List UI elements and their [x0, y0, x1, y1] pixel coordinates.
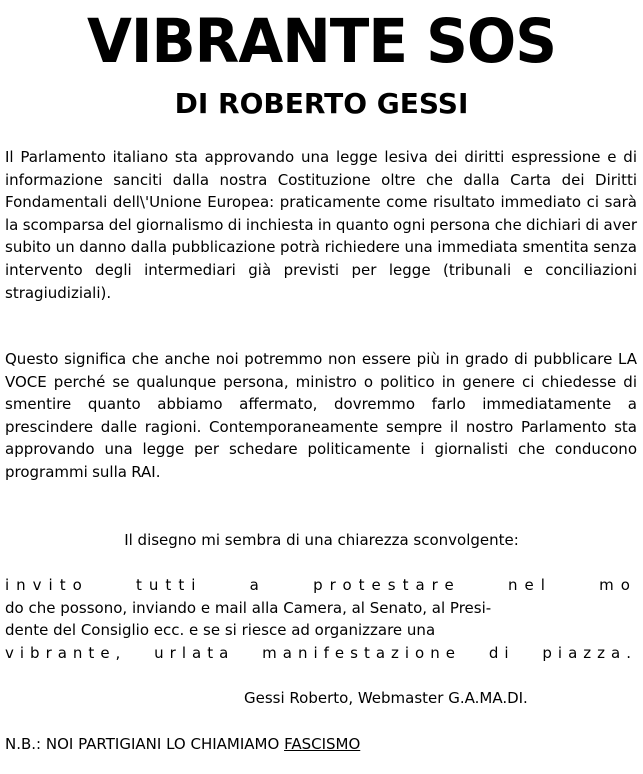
appeal-word: mo — [599, 576, 637, 594]
appeal-word: a — [249, 576, 266, 594]
appeal-word: urlata — [154, 644, 235, 662]
paragraph-consequences: Questo significa che anche noi potremmo non essere più in grado di pubblicare LA VOCE perché se qualunque persona, ministro o politico in genere ci chiedesse di smentire quanto abbiamo affermato, dovremmo farlo immediatamente a prescindere dalle ragioni. Contemporaneamente sempre il nostro Parlamento sta approvando una legge per schedare politicamente i giornalisti che conducono programmi sulla RAI. — [5, 350, 637, 481]
appeal-line-4 — [5, 642, 637, 664]
appeal-line-3: dente del Consiglio ecc. e se si riesce ad organizzare una — [5, 621, 436, 639]
headline-title: VIBRANTE SOS — [87, 5, 556, 77]
appeal-word: nel — [507, 576, 552, 594]
appeal-line-1 — [5, 574, 637, 596]
paragraph-law: Il Parlamento italiano sta approvando una legge lesiva dei diritti espressione e di informazione sanciti dalla nostra Costituzione oltre che dalla Carta dei Diritti Fondamentali dell\'Unione Europea: praticamente come risultato immediato ci sarà la scomparsa del giornalismo di inchiesta in quanto ogni persona che dichiari di aver subito un danno dalla pubblicazione potrà richiedere una immediata smentita senza intervento degli intermediari già previsti per legge (tribunali e conciliazioni stragiudiziali). — [5, 148, 637, 302]
nota-bene — [5, 733, 360, 755]
signature: Gessi Roberto, Webmaster G.A.MA.DI. — [244, 689, 528, 707]
appeal-word: piazza. — [542, 644, 637, 662]
appeal-word: tutti — [136, 576, 203, 594]
appeal-line-2: do che possono, inviando e mail alla Camera, al Senato, al Presi- — [5, 599, 492, 617]
nota-bene-text: N.B.: NOI PARTIGIANI LO CHIAMIAMO — [5, 735, 285, 753]
nota-bene-underlined: FASCISMO — [284, 735, 361, 753]
appeal-word: manifestazione — [262, 644, 461, 662]
appeal-word: invito — [5, 576, 89, 594]
centered-statement: Il disegno mi sembra di una chiarezza sconvolgente: — [124, 531, 519, 549]
appeal-word: protestare — [313, 576, 461, 594]
appeal-word: vibrante, — [5, 644, 127, 662]
appeal-word: di — [488, 644, 515, 662]
author-subtitle: DI ROBERTO GESSI — [174, 87, 469, 120]
